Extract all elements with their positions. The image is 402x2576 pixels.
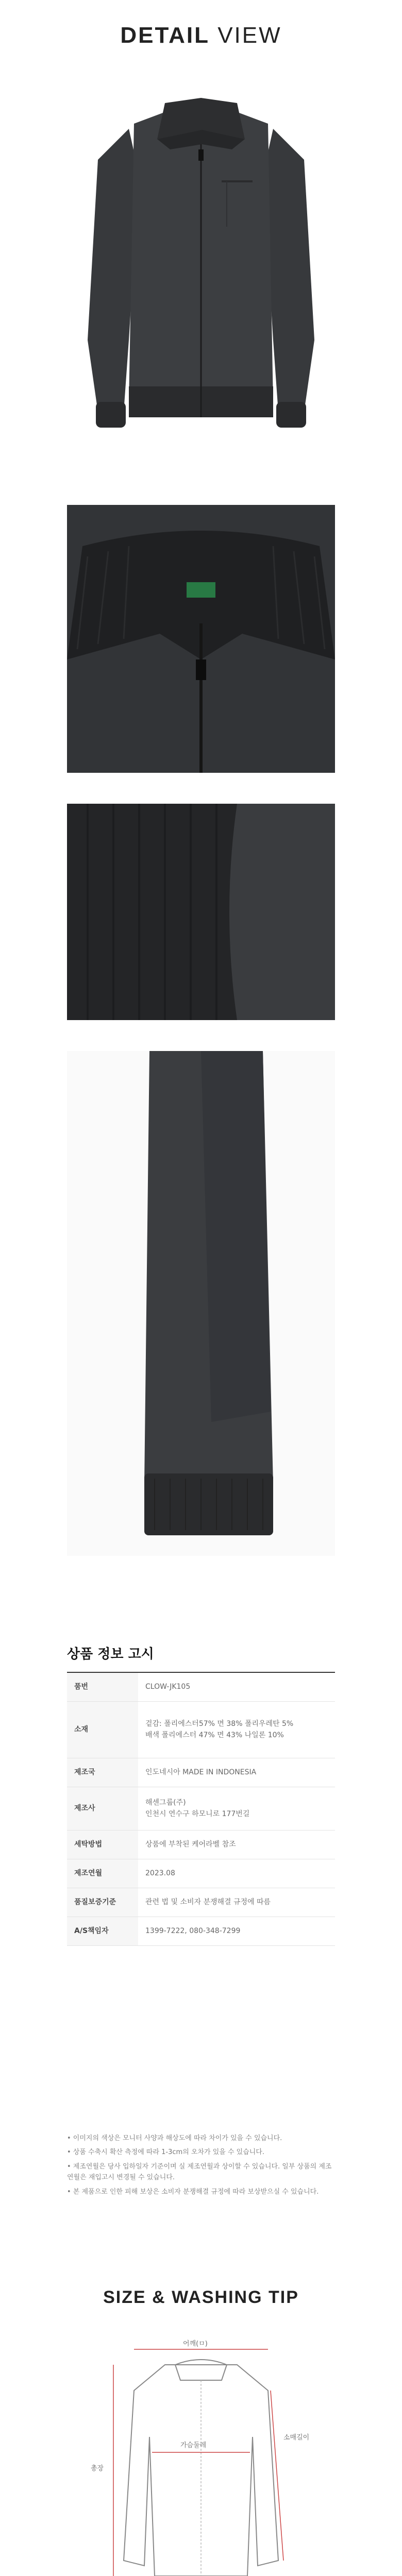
info-value: 2023.08 xyxy=(138,1859,335,1888)
detail-view-title xyxy=(0,23,402,48)
info-label: 제조사 xyxy=(67,1787,138,1830)
product-info-table xyxy=(67,1672,335,1946)
size-diagram xyxy=(67,2334,335,2576)
info-label: 소재 xyxy=(67,1701,138,1758)
diagram-label-sleeve: 소매길이 xyxy=(283,2434,310,2442)
info-row xyxy=(67,1758,335,1787)
diagram-label-shoulder: 어깨(ㅁ) xyxy=(183,2340,208,2348)
note-line: • 상품 수축시 확산 측정에 따라 1-3cm의 오차가 있을 수 있습니다. xyxy=(67,2148,265,2157)
product-info-heading: 상품 정보 고시 xyxy=(67,1647,154,1662)
size-washing-heading: SIZE & WASHING TIP xyxy=(103,2287,299,2307)
detail-title-bold: DETAIL xyxy=(120,23,210,48)
product-photo-rib xyxy=(67,804,335,1020)
note-line: • 제조연월은 당사 입하일자 기준이며 실 제조연월과 상이할 수 있습니다. 일부 상품의 제조연월은 재입고시 변경될 수 있습니다. xyxy=(67,2162,332,2182)
info-label: 품번 xyxy=(67,1672,138,1701)
diagram-label-chest: 가슴둘레 xyxy=(180,2442,207,2449)
info-value: CLOW-JK105 xyxy=(138,1672,335,1701)
product-photo-full xyxy=(67,72,335,464)
info-row xyxy=(67,1830,335,1859)
info-label: 품질보증기준 xyxy=(67,1888,138,1917)
detail-title-light: VIEW xyxy=(217,23,282,48)
info-row xyxy=(67,1888,335,1917)
info-value: 해센그룹(주) 인천시 연수구 하모니로 177번길 xyxy=(138,1787,335,1830)
info-row xyxy=(67,1787,335,1830)
info-value: 관련 법 및 소비자 분쟁해결 규정에 따름 xyxy=(138,1888,335,1917)
diagram-label-length: 총장 xyxy=(91,2465,104,2472)
product-photo-side xyxy=(67,1051,335,1556)
info-row xyxy=(67,1701,335,1758)
info-label: 제조국 xyxy=(67,1758,138,1787)
product-info-notes xyxy=(67,2133,335,2200)
info-label: 제조연월 xyxy=(67,1859,138,1888)
info-value: 겉감: 폴리에스터57% 면 38% 폴리우레탄 5% 배색 폴리에스터 47% 면 43% 나일론 10% xyxy=(138,1701,335,1758)
info-value: 인도네시아 MADE IN INDONESIA xyxy=(138,1758,335,1787)
info-label: 세탁방법 xyxy=(67,1830,138,1859)
info-row xyxy=(67,1672,335,1701)
note-line: • 본 제품으로 인한 피해 보상은 소비자 분쟁해결 규정에 따라 보상받으실 수 있습니다. xyxy=(67,2188,319,2196)
info-row xyxy=(67,1917,335,1945)
note-line: • 이미지의 색상은 모니터 사양과 해상도에 따라 차이가 있을 수 있습니다. xyxy=(67,2134,282,2142)
product-photo-collar xyxy=(67,505,335,773)
info-value: 상품에 부착된 케어라벨 참조 xyxy=(138,1830,335,1859)
info-value: 1399-7222, 080-348-7299 xyxy=(138,1917,335,1945)
info-label: A/S책임자 xyxy=(67,1917,138,1945)
info-row xyxy=(67,1859,335,1888)
